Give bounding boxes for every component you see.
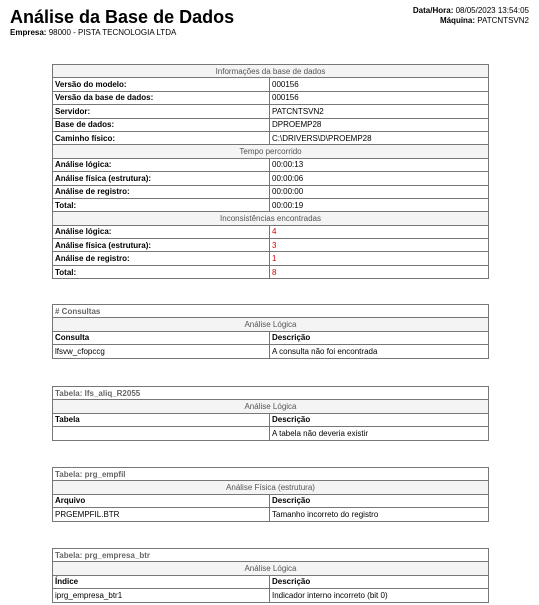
company-value: 98000 - PISTA TECNOLOGIA LTDA [48, 28, 177, 37]
row-value: PATCNTSVN2 [270, 105, 489, 118]
block-table-prg-empfil [52, 467, 489, 522]
row-value: 000156 [270, 91, 489, 104]
block-title: # Consultas [53, 305, 489, 318]
row-label: Base de dados: [53, 118, 270, 131]
company-label: Empresa: [10, 28, 47, 37]
row-value: 1 [270, 252, 489, 265]
row-label: Análise de registro: [53, 252, 270, 265]
cell: lfsvw_cfopccg [53, 345, 270, 358]
row-value: 3 [270, 239, 489, 252]
machine-value: PATCNTSVN2 [477, 16, 529, 25]
row-label: Caminho físico: [53, 131, 270, 144]
column-header: Descrição [270, 413, 489, 426]
section-elapsed-time: Tempo percorrido [53, 145, 489, 158]
block-table-consultas [52, 304, 489, 359]
column-header: Arquivo [53, 494, 270, 507]
table-row [53, 198, 489, 211]
row-label: Análise lógica: [53, 225, 270, 238]
table-row [53, 118, 489, 131]
row-label: Análise física (estrutura): [53, 172, 270, 185]
table-row [53, 345, 489, 358]
row-label: Servidor: [53, 105, 270, 118]
row-value: C:\DRIVERS\D\PROEMP28 [270, 131, 489, 144]
block-table-lfs-aliq [52, 386, 489, 441]
row-label: Total: [53, 265, 270, 278]
row-label: Análise lógica: [53, 158, 270, 171]
block-section: Análise Lógica [53, 400, 489, 413]
database-info-table [52, 64, 489, 279]
column-header: Consulta [53, 331, 270, 344]
datetime-line [413, 6, 529, 16]
report-title: Análise da Base de Dados [10, 7, 235, 27]
datetime-label: Data/Hora: [412, 6, 454, 15]
table-row [53, 508, 489, 521]
table-row [53, 158, 489, 171]
section-db-info: Informações da base de dados [53, 65, 489, 78]
cell: A tabela não deveria existir [270, 427, 489, 440]
block-section: Análise Lógica [53, 318, 489, 331]
block-title: Tabela: lfs_aliq_R2055 [53, 387, 489, 400]
block-section: Análise Física (estrutura) [53, 481, 489, 494]
block-title: Tabela: prg_empfil [53, 468, 489, 481]
row-value: 4 [270, 225, 489, 238]
cell: A consulta não foi encontrada [270, 345, 489, 358]
cell [53, 427, 270, 440]
company-line [10, 28, 176, 37]
column-header: Descrição [270, 575, 489, 588]
datetime-value: 08/05/2023 13:54:05 [455, 6, 529, 15]
table-row [53, 239, 489, 252]
table-row [53, 252, 489, 265]
section-inconsistencies: Inconsistências encontradas [53, 212, 489, 225]
cell: Tamanho incorreto do registro [270, 508, 489, 521]
cell: iprg_empresa_btr1 [53, 589, 270, 602]
table-row [53, 91, 489, 104]
row-label: Análise física (estrutura): [53, 239, 270, 252]
cell: PRGEMPFIL.BTR [53, 508, 270, 521]
row-value: 00:00:19 [270, 198, 489, 211]
column-header: Índice [53, 575, 270, 588]
row-label: Versão da base de dados: [53, 91, 270, 104]
block-section: Análise Lógica [53, 562, 489, 575]
block-table-prg-empresa-btr [52, 548, 489, 603]
row-value: 8 [270, 265, 489, 278]
column-header: Descrição [270, 494, 489, 507]
table-row [53, 427, 489, 440]
block-title: Tabela: prg_empresa_btr [53, 549, 489, 562]
table-row [53, 225, 489, 238]
row-value: 000156 [270, 78, 489, 91]
table-row [53, 172, 489, 185]
row-label: Total: [53, 198, 270, 211]
machine-line [413, 16, 529, 26]
column-header: Descrição [270, 331, 489, 344]
table-row [53, 185, 489, 198]
table-row [53, 589, 489, 602]
table-row [53, 78, 489, 91]
row-value: 00:00:13 [270, 158, 489, 171]
table-row [53, 265, 489, 278]
row-value: 00:00:00 [270, 185, 489, 198]
cell: Indicador interno incorreto (bit 0) [270, 589, 489, 602]
machine-label: Máquina: [439, 16, 476, 25]
row-label: Versão do modelo: [53, 78, 270, 91]
row-label: Análise de registro: [53, 185, 270, 198]
column-header: Tabela [53, 413, 270, 426]
table-row [53, 105, 489, 118]
row-value: 00:00:06 [270, 172, 489, 185]
report-meta [413, 6, 529, 26]
row-value: DPROEMP28 [270, 118, 489, 131]
table-row [53, 131, 489, 144]
